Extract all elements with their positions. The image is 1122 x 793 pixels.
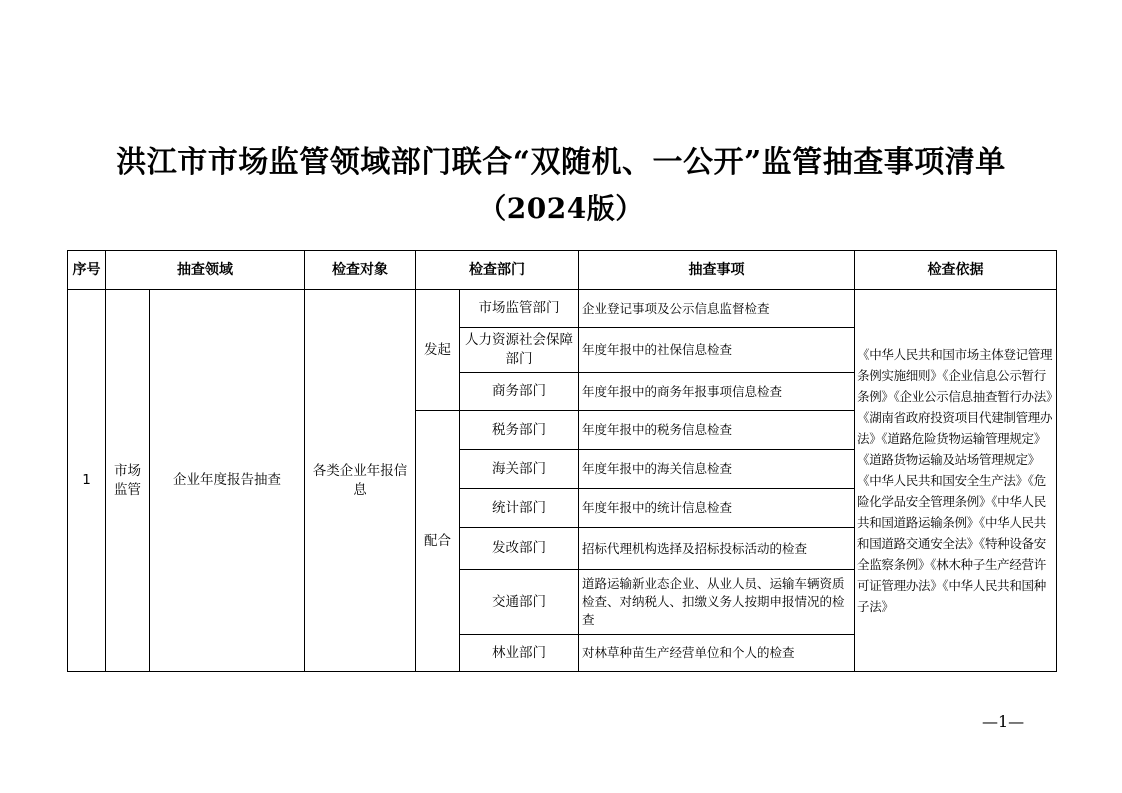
cell-dept: 市场监管部门 [460, 290, 579, 328]
cell-subdomain: 企业年度报告抽查 [150, 290, 305, 672]
cell-dept: 人力资源社会保障部门 [460, 328, 579, 373]
cell-domain: 市场监管 [106, 290, 150, 672]
cell-dept: 税务部门 [460, 411, 579, 450]
header-row [68, 251, 1057, 290]
header-seq: 序号 [68, 251, 106, 290]
document-subtitle: （2024版） [478, 192, 644, 225]
cell-item: 对林草种苗生产经营单位和个人的检查 [579, 635, 855, 672]
cell-basis: 《中华人民共和国市场主体登记管理条例实施细则》《企业信息公示暂行条例》《企业公示信息抽查暂行办法》《湖南省政府投资项目代建制管理办法》《道路危险货物运输管理规定》《道路货物运输及站场管理规定》《中华人民共和国安全生产法》《危险化学品安全管理条例》《中华人民共和国道路运输条例》《中华人民共和国道路交通安全法》《特种设备安全监察条例》《林木种子生产经营许可证管理办法》《中华人民共和国种子法》 [855, 290, 1057, 672]
header-domain: 抽查领域 [106, 251, 305, 290]
cell-item: 企业登记事项及公示信息监督检查 [579, 290, 855, 328]
cell-dept: 商务部门 [460, 373, 579, 411]
cell-dept: 统计部门 [460, 489, 579, 528]
cell-item: 年度年报中的税务信息检查 [579, 411, 855, 450]
cell-target: 各类企业年报信息 [305, 290, 416, 672]
table-row [68, 290, 1057, 328]
cell-dept: 海关部门 [460, 450, 579, 489]
cell-role-initiate: 发起 [416, 290, 460, 411]
header-target: 检查对象 [305, 251, 416, 290]
cell-item: 年度年报中的社保信息检查 [579, 328, 855, 373]
cell-role-cooperate: 配合 [416, 411, 460, 672]
header-dept: 检查部门 [416, 251, 579, 290]
cell-item: 年度年报中的商务年报事项信息检查 [579, 373, 855, 411]
cell-item: 招标代理机构选择及招标投标活动的检查 [579, 528, 855, 570]
inspection-table [67, 250, 1057, 672]
cell-dept: 交通部门 [460, 570, 579, 635]
page-number: —1— [982, 712, 1025, 731]
cell-item: 年度年报中的海关信息检查 [579, 450, 855, 489]
cell-dept: 林业部门 [460, 635, 579, 672]
cell-item: 年度年报中的统计信息检查 [579, 489, 855, 528]
cell-dept: 发改部门 [460, 528, 579, 570]
cell-item: 道路运输新业态企业、从业人员、运输车辆资质检查、对纳税人、扣缴义务人按期申报情况的检查 [579, 570, 855, 635]
document-title: 洪江市市场监管领域部门联合“双随机、一公开”监管抽查事项清单 [116, 145, 1006, 180]
header-item: 抽查事项 [579, 251, 855, 290]
cell-seq: 1 [68, 290, 106, 672]
header-basis: 检查依据 [855, 251, 1057, 290]
